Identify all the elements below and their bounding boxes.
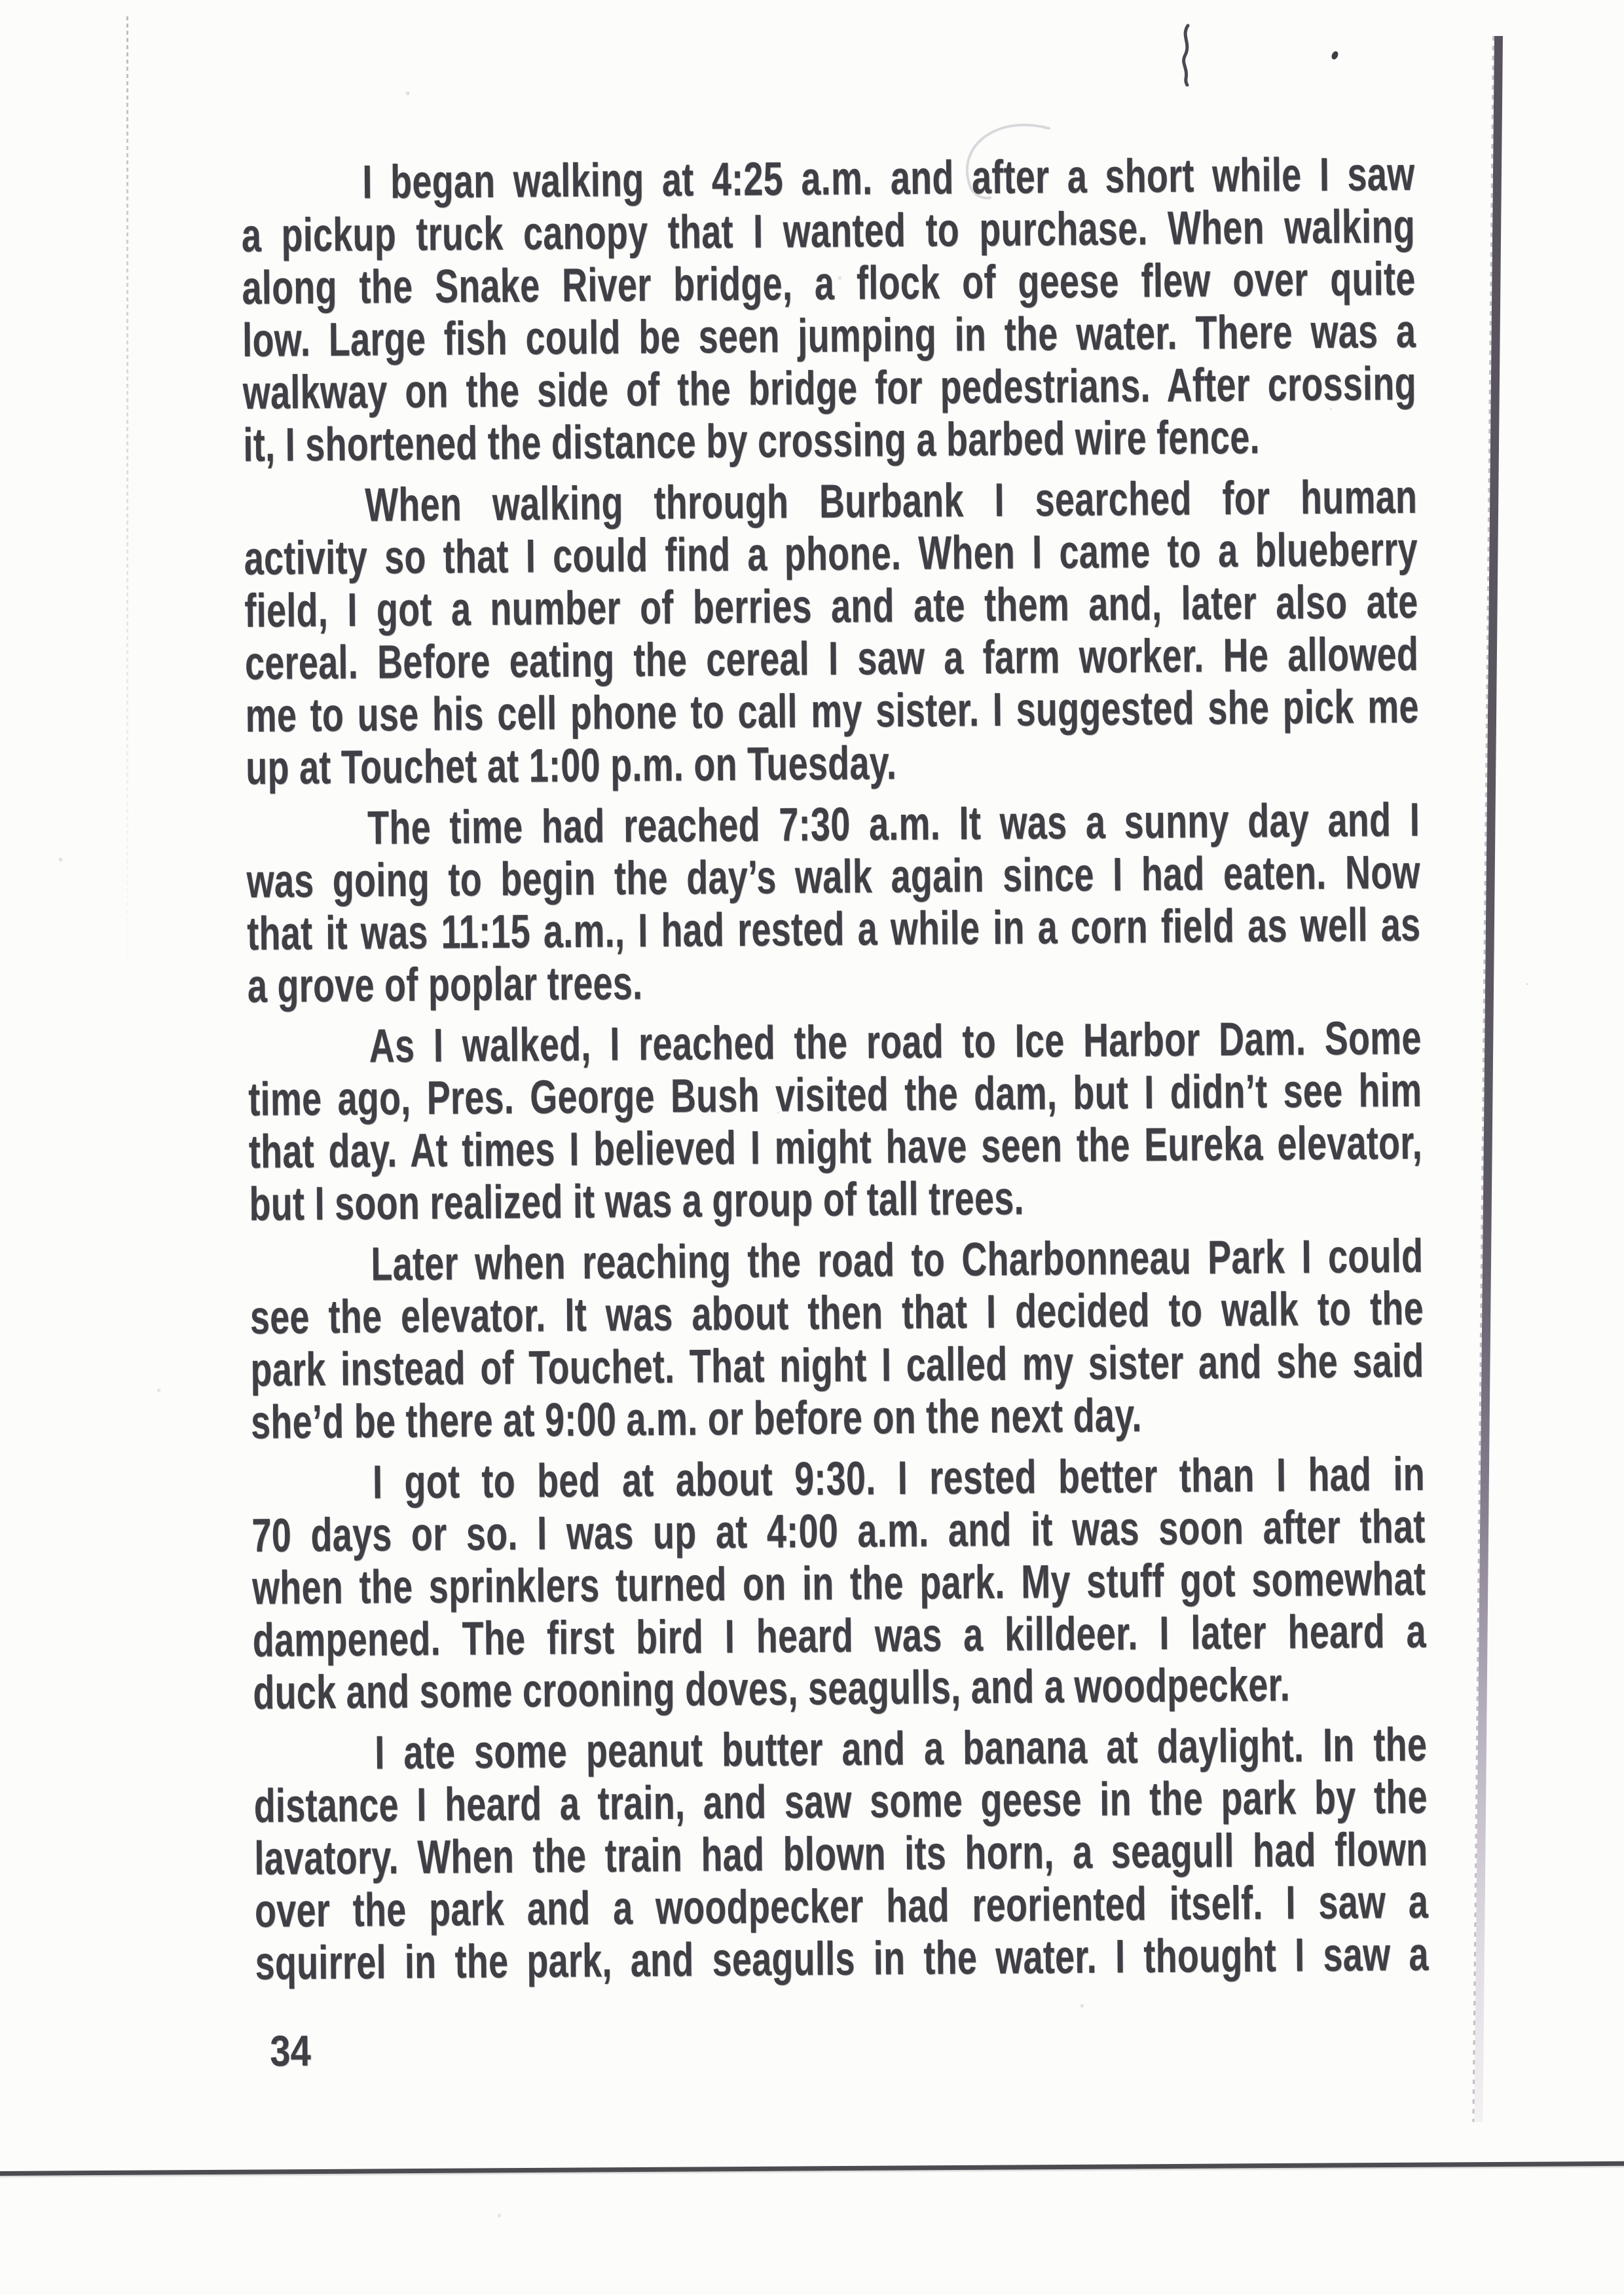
text-line: was going to begin the day’s walk again since I had eaten. Now [246,846,1421,908]
text-line: see the elevator. It was about then that I decided to walk to the [249,1282,1424,1344]
text-line: distance I heard a train, and saw some geese in the park by the [253,1770,1428,1833]
text-line: along the Snake River bridge, a flock of geese flew over quite [242,252,1416,314]
right-scan-edge-line [1474,36,1503,2122]
text-line: she’d be there at 9:00 a.m. or before on the next day. [250,1389,1143,1449]
ink-dot [1331,50,1340,61]
text-line: a grove of poplar trees. [247,957,643,1013]
text-line: that it was 11:15 a.m., I had rested a while in a corn field as well as [247,898,1421,960]
text-block [241,148,1429,1990]
text-line: time ago, Pres. George Bush visited the dam, but I didn’t see him [248,1064,1422,1126]
text-line: up at Touchet at 1:00 p.m. on Tuesday. [246,737,897,794]
text-line: I got to bed at about 9:30. I rested better than I had in [372,1447,1426,1509]
paragraph [246,794,1422,1013]
paragraphs-container [241,148,1429,1990]
stray-pen-mark-icon [1177,24,1197,86]
text-line: low. Large fish could be seen jumping in the water. There was a [242,305,1416,367]
text-line: when the sprinklers turned on in the park. My stuff got somewhat [251,1552,1426,1614]
text-line: it, I shortened the distance by crossing a barbed wire fence. [243,411,1261,472]
text-line: field, I got a number of berries and ate them and, later also ate [244,575,1418,637]
text-line: When walking through Burbank I searched for human [365,470,1418,532]
text-line: lavatory. When the train had blown its horn, a seagull had flown [254,1823,1428,1885]
paragraph [241,148,1417,472]
text-line: walkway on the side of the bridge for pedestrians. After crossing [242,357,1417,419]
text-line: cereal. Before eating the cereal I saw a farm worker. He allowed [244,627,1419,690]
text-line: activity so that I could find a phone. When I came to a blueberry [244,523,1418,585]
paragraph [253,1719,1429,1990]
paragraph [249,1230,1425,1449]
text-line: squirrel in the park, and seagulls in the water. I thought I saw a [255,1928,1429,1990]
scan-noise-speckles [0,0,1,1]
text-line: park instead of Touchet. That night I called my sister and she said [250,1334,1424,1396]
left-margin-smudge-line [126,16,128,999]
paragraph [251,1448,1427,1719]
paragraph [244,471,1420,794]
text-line: I ate some peanut butter and a banana at daylight. In the [375,1718,1428,1780]
text-line: but I soon realized it was a group of tall trees. [249,1172,1025,1231]
text-line: As I walked, I reached the road to Ice Harbor Dam. Some [369,1011,1422,1073]
text-line: I began walking at 4:25 a.m. and after a short while I saw [362,147,1415,209]
text-line: 70 days or so. I was up at 4:00 a.m. and it was soon after that [251,1500,1426,1562]
text-line: dampened. The first bird I heard was a killdeer. I later heard a [252,1605,1427,1667]
bottom-scan-edge-line [0,2161,1624,2176]
page-number: 34 [269,2026,311,2075]
text-line: Later when reaching the road to Charbonneau Park I could [371,1229,1424,1291]
text-line: that day. At times I believed I might have seen the Eureka elevator, [248,1116,1423,1178]
text-line: The time had reached 7:30 a.m. It was a sunny day and I [367,793,1420,855]
text-line: over the park and a woodpecker had reoriented itself. I saw a [254,1875,1429,1937]
text-line: me to use his cell phone to call my sister. I suggested she pick me [245,680,1420,742]
paragraph [248,1012,1423,1231]
text-line: duck and some crooning doves, seagulls, and a woodpecker. [253,1658,1291,1719]
text-line: a pickup truck canopy that I wanted to purchase. When walking [241,200,1416,262]
